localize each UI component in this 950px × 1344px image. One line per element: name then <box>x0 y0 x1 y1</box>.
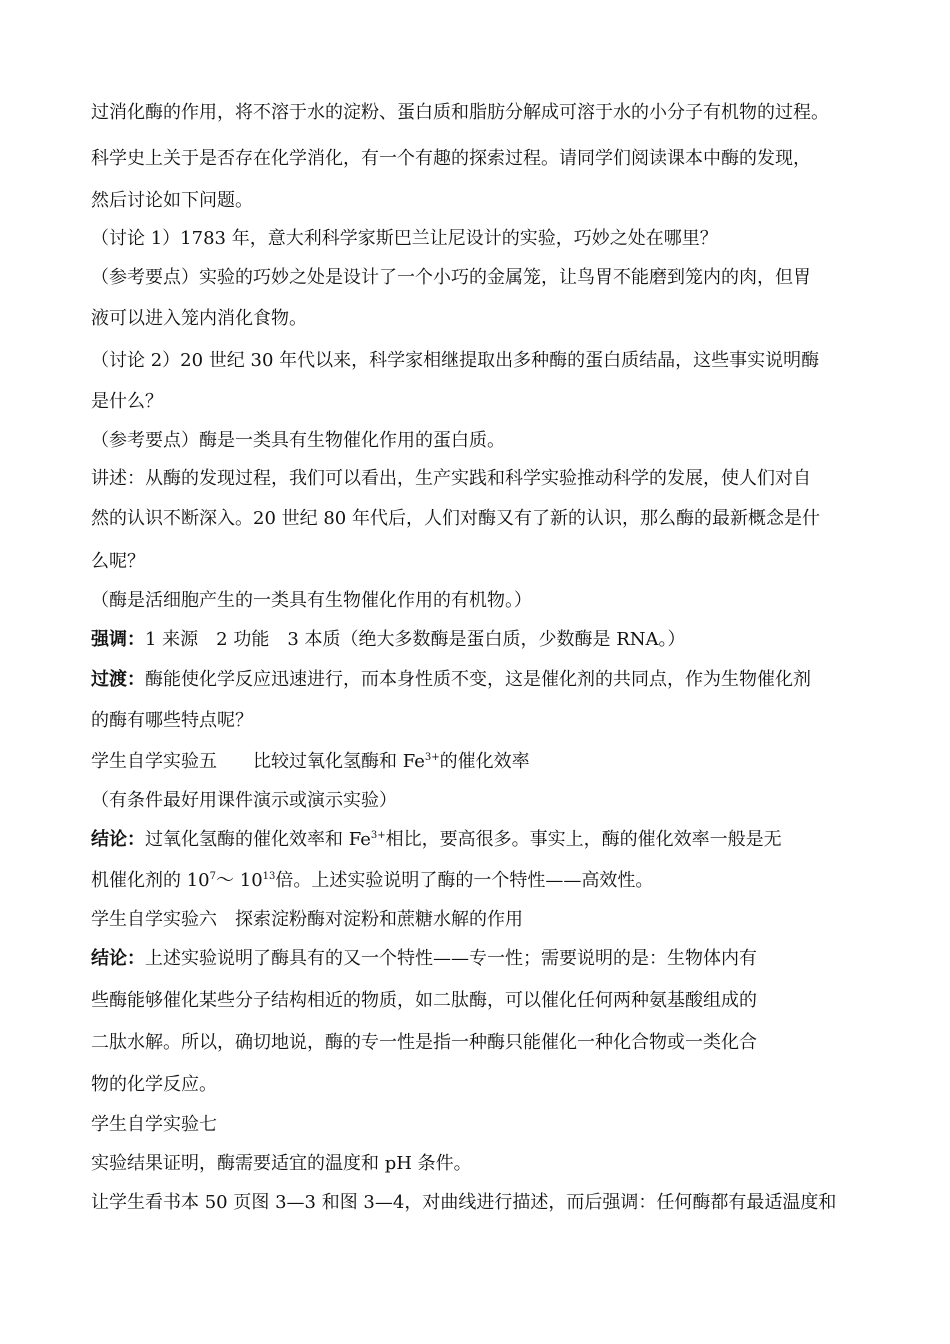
text-span: 上述实验说明了酶具有的又一个特性——专一性；需要说明的是：生物体内有 <box>145 948 757 969</box>
text-span: 机催化剂的 10 <box>91 870 210 891</box>
text-line: 讲述：从酶的发现过程，我们可以看出，生产实践和科学实验推动科学的发展，使人们对自 <box>91 468 811 489</box>
text-span: 1 来源 2 功能 3 本质（绝大多数酶是蛋白质，少数酶是 RNA。） <box>145 629 686 650</box>
text-line <box>91 628 890 652</box>
text-line <box>91 869 890 893</box>
text-line: 的酶有哪些特点呢？ <box>91 710 253 731</box>
text-line: 些酶能够催化某些分子结构相近的物质，如二肽酶，可以催化任何两种氨基酸组成的 <box>91 990 757 1011</box>
text-line: 过消化酶的作用，将不溶于水的淀粉、蛋白质和脂肪分解成可溶于水的小分子有机物的过程。 <box>91 102 829 123</box>
text-line: 是什么？ <box>91 391 163 412</box>
conclusion-label: 结论： <box>91 948 145 969</box>
text-line: 么呢？ <box>91 551 145 572</box>
text-line: 物的化学反应。 <box>91 1074 217 1095</box>
text-line: 实验结果证明，酶需要适宜的温度和 pH 条件。 <box>91 1153 472 1174</box>
text-span: 酶能使化学反应迅速进行，而本身性质不变，这是催化剂的共同点，作为生物催化剂 <box>145 669 811 690</box>
text-line: 学生自学实验六 探索淀粉酶对淀粉和蔗糖水解的作用 <box>91 909 523 930</box>
superscript: 3+ <box>370 830 386 841</box>
text-line: 二肽水解。所以，确切地说，酶的专一性是指一种酶只能催化一种化合物或一类化合 <box>91 1032 757 1053</box>
text-line: （讨论 1）1783 年，意大利科学家斯巴兰让尼设计的实验，巧妙之处在哪里？ <box>91 228 718 249</box>
superscript: 7 <box>209 871 217 882</box>
text-line: （讨论 2）20 世纪 30 年代以来，科学家相继提取出多种酶的蛋白质结晶，这些事实说明酶 <box>91 350 820 371</box>
transition-label: 过渡： <box>91 669 145 690</box>
conclusion-label: 结论： <box>91 829 145 850</box>
text-line <box>91 668 890 692</box>
text-span: ～ 10 <box>216 870 263 891</box>
text-line: 让学生看书本 50 页图 3—3 和图 3—4，对曲线进行描述，而后强调：任何酶都有最适温度和 <box>91 1192 837 1213</box>
text-line: 学生自学实验七 <box>91 1114 217 1135</box>
text-span: 相比，要高很多。事实上，酶的催化效率一般是无 <box>385 829 782 850</box>
text-line: 然后讨论如下问题。 <box>91 190 253 211</box>
text-line <box>91 828 890 852</box>
text-line: 科学史上关于是否存在化学消化，有一个有趣的探索过程。请同学们阅读课本中酶的发现， <box>91 148 811 169</box>
text-line: （参考要点）实验的巧妙之处是设计了一个小巧的金属笼，让鸟胃不能磨到笼内的肉，但胃 <box>91 267 811 288</box>
text-line: 液可以进入笼内消化食物。 <box>91 308 307 329</box>
text-line: （有条件最好用课件演示或演示实验） <box>91 790 397 811</box>
text-line: 然的认识不断深入。20 世纪 80 年代后，人们对酶又有了新的认识，那么酶的最新概念是什 <box>91 508 820 529</box>
superscript: 3+ <box>424 752 440 763</box>
emphasis-label: 强调： <box>91 629 145 650</box>
text-line <box>91 750 890 774</box>
text-line: （参考要点）酶是一类具有生物催化作用的蛋白质。 <box>91 430 505 451</box>
text-line: （酶是活细胞产生的一类具有生物催化作用的有机物。） <box>91 590 532 611</box>
superscript: 13 <box>262 871 276 882</box>
text-span: 过氧化氢酶的催化效率和 Fe <box>145 829 371 850</box>
text-span: 倍。上述实验说明了酶的一个特性——高效性。 <box>275 870 654 891</box>
text-line <box>91 947 890 971</box>
text-span: 学生自学实验五 比较过氧化氢酶和 Fe <box>91 751 425 772</box>
text-span: 的催化效率 <box>439 751 530 772</box>
